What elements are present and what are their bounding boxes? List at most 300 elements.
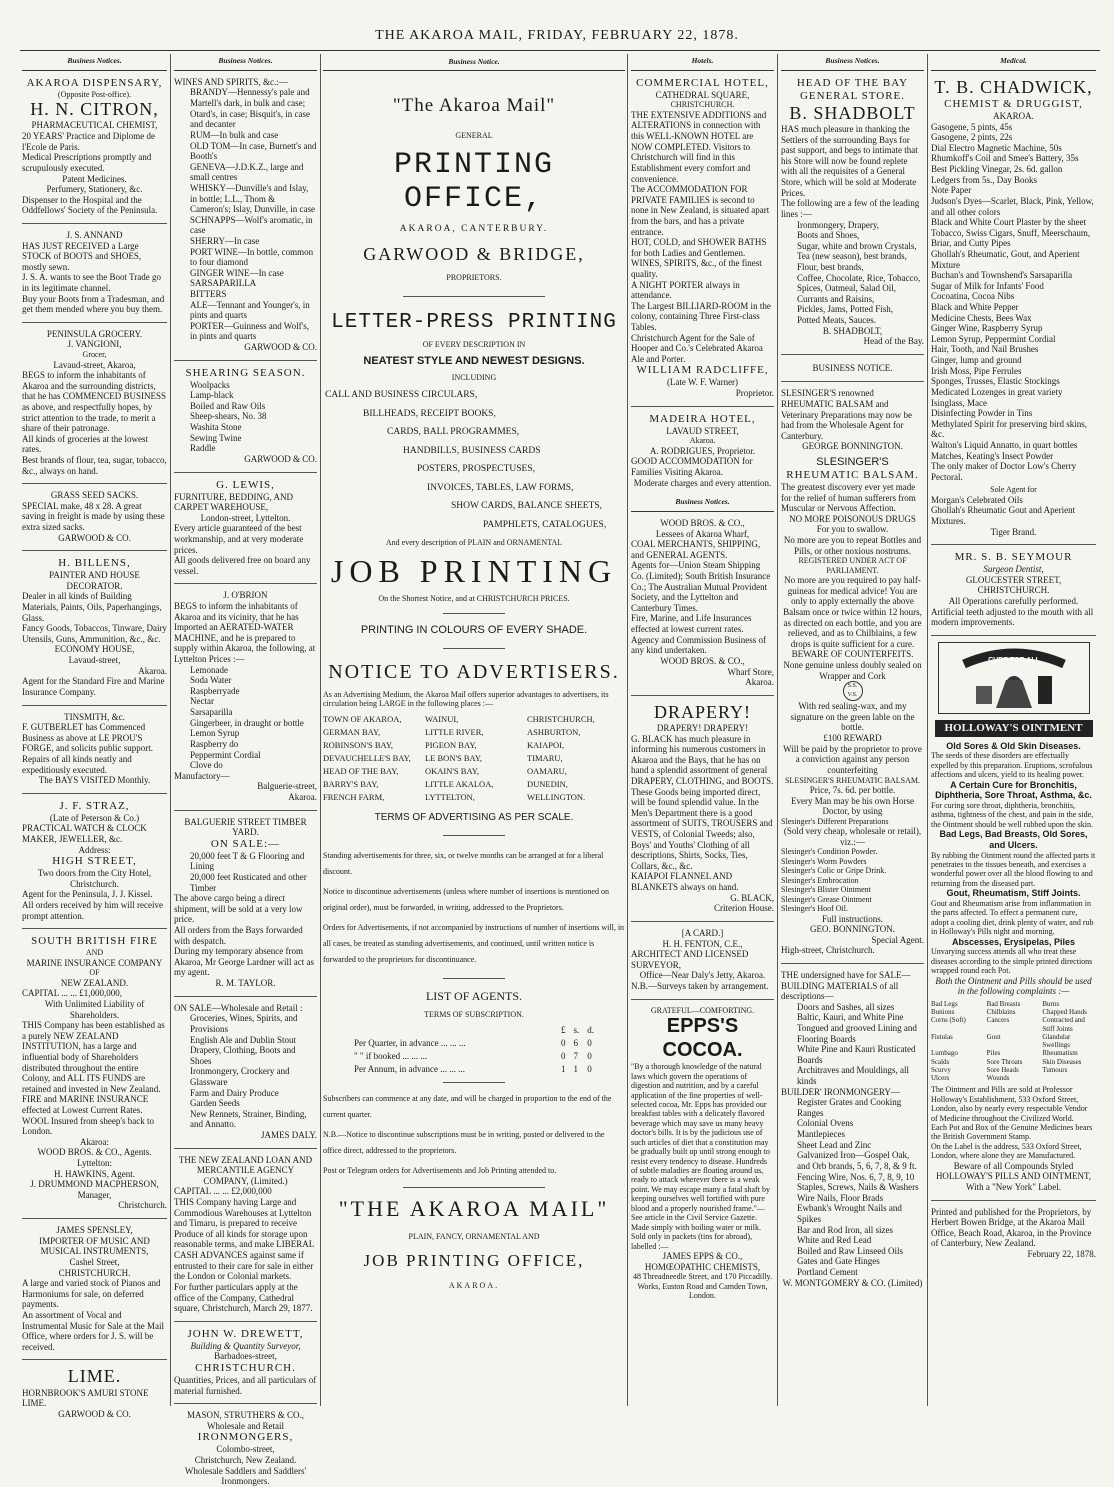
subscription-table: [354, 1025, 594, 1074]
ad-line: CHRISTCHURCH.: [977, 585, 1050, 596]
ad-line: GINGER WINE—In case: [190, 267, 284, 278]
ad-line: Dial Electro Magnetic Machine, 50s: [931, 142, 1062, 153]
ad-line: All kinds of groceries at the lowest rates.: [22, 433, 148, 455]
ad-line: AKAROA DISPENSARY,: [26, 76, 163, 89]
ad-line: Fancy Goods, Tobaccos, Tinware, Dairy Utensils, Guns, Ammunition, &c., &c.: [22, 623, 167, 644]
ad-line: All Operations carefully performed.: [948, 596, 1079, 607]
ad-line: White and Red Lead: [797, 1235, 872, 1246]
table-cell: 0: [587, 1038, 592, 1049]
list-item: Sore Throats: [986, 1057, 1023, 1066]
straz-ad: [22, 800, 167, 921]
ad-line: Lyttelton:: [77, 1158, 112, 1169]
list-item: Wounds: [986, 1074, 1010, 1083]
separator: [22, 483, 167, 484]
ad-line: Agency and Commission Business of any kind undertaken.: [631, 634, 766, 656]
ad-line: Office—Near Daly's Jetty, Akaroa.: [639, 970, 766, 981]
ad-line: THIS Company having Large and Commodious Warehouses at Lyttelton and Timaru, is prepared to receive Produce of all kinds for storage upon reasonable terms, and make LIBERAL CASH ADVANCES against same if entrusted to their care for sale in either the London or Colonial markets.: [174, 1197, 314, 1282]
ad-line: Baltic, Kauri, and White Pine: [797, 1012, 904, 1023]
list-item: CARDS, BALL PROGRAMMES,: [387, 427, 520, 438]
ad-line: J. S. A. wants to see the Boot Trade go in its legitimate channel.: [22, 272, 162, 294]
ad-title: T. B. CHADWICK,: [934, 76, 1093, 97]
separator: [631, 695, 774, 696]
place: FRENCH FARM,: [323, 792, 385, 803]
ad-line: Proprietor.: [735, 388, 774, 399]
separator: [22, 928, 167, 929]
ad-line: An assortment of Vocal and Instrumental Music for Sale at the Mail Office, where orders for J. S. will be received.: [22, 1309, 164, 1352]
ad-line: Farm and Dairy Produce: [190, 1087, 279, 1098]
ad-line: For further particulars apply at the office of the Company, Cathedral square, Christchurch, March 29, 1877.: [174, 1281, 313, 1314]
ad-line: Medical Prescriptions promptly and scrupulously executed.: [22, 152, 152, 173]
column-heading: Hotels.: [631, 54, 774, 71]
ad-line: Wholesale and Retail: [207, 1420, 284, 1431]
ad-line: Boiled and Raw Oils: [190, 400, 266, 411]
table-cell: 0: [587, 1064, 592, 1075]
ad-line: Christchurch Agent for the Sale of Hooper and Co.'s Celebrated Akaroa Ale and Porter.: [631, 332, 763, 364]
ad-line: N.B.—Surveys taken by arrangement.: [631, 980, 769, 991]
ad-line: PRINTING IN COLOURS OF EVERY SHADE.: [360, 624, 588, 637]
place: LE BON'S BAY,: [425, 753, 483, 764]
ad-signature: JAMES DALY.: [261, 1129, 317, 1140]
ad-line: Barbadoes-street,: [214, 1351, 277, 1362]
ad-line: WILLIAM RADCLIFFE,: [636, 364, 769, 377]
ad-title: MASON, STRUTHERS & CO.,: [186, 1410, 305, 1421]
list-item: Contracted and Stiff Joints: [1042, 1016, 1085, 1033]
table-cell: [354, 1025, 553, 1035]
ad-line: GLOUCESTER STREET,: [965, 574, 1062, 585]
ad-line: Christchurch, New Zealand.: [194, 1454, 297, 1465]
ad-line: Soda Water: [190, 675, 232, 686]
list-item: Scalds: [931, 1057, 950, 1066]
ad-line: Criterion House.: [714, 903, 774, 914]
ad-line: Sponges, Trusses, Elastic Stockings: [931, 376, 1060, 387]
ad-line: PORT WINE—In bottle, common to four diamond: [190, 246, 314, 268]
ad-line: Notice to discontinue advertisements (unless where number of insertions is mentioned on original order), must be forwarded, in writing, addressed to the Proprietors.: [323, 887, 609, 913]
ad-line: AKAROA.: [448, 1281, 500, 1291]
ad-line: Grocer,: [82, 350, 107, 360]
ad-line: Architraves and Mouldings, all kinds: [797, 1065, 909, 1087]
ad-title: SOUTH BRITISH FIRE: [31, 935, 158, 948]
ad-line: WINES, SPIRITS, &c., of the finest quality.: [631, 258, 762, 279]
madeira-hotel-ad: [631, 413, 774, 488]
place: WAINUI,: [425, 714, 459, 725]
ad-title: H. H. FENTON, C.E.,: [662, 938, 743, 949]
ad-line: THIS Company has been established as a purely NEW ZEALAND INSTITUTION, has a large and influential body of Shareholders distributed throughout the entire Colony, and ALL ITS FUNDS are retained and invested in New Zealand.: [22, 1020, 165, 1094]
ad-line: Groceries, Wines, Spirits, and Provisions: [190, 1013, 298, 1034]
ad-line: Bad Legs, Bad Breasts, Old Sores, and Ulcers.: [939, 829, 1088, 850]
ad-line: Akaroa.: [288, 791, 317, 802]
ad-line: Abscesses, Erysipelas, Piles: [951, 936, 1076, 947]
ad-line: The seeds of these disorders are effectually expelled by this preparation. Eruptions, scrofulous affections and ulcers, yield to its healing power.: [931, 751, 1093, 780]
ad-title: COMMERCIAL HOTEL,: [636, 76, 769, 89]
ad-line: BRANDY—Hennessy's pale and Martell's dark, in bulk and case; Otard's, in case; Bisquit's, in case and decanter: [190, 87, 310, 130]
ad-title: ON SALE—Wholesale and Retail :: [174, 1002, 303, 1013]
ad-line: London-street, Lyttelton.: [200, 512, 291, 523]
list-item: INVOICES, TABLES, LAW FORMS,: [427, 482, 574, 493]
place: KAIAPOI,: [527, 740, 565, 751]
ad-line: Bar and Rod Iron, all sizes: [797, 1224, 893, 1235]
ad-line: CAPITAL ... ... £2,000,000: [174, 1186, 272, 1197]
ad-line: None genuine unless doubly sealed on Wrapper and Cork: [783, 660, 922, 681]
ad-line: Gasogene, 5 pints, 45s: [931, 121, 1013, 132]
holloway-emblem-icon: [944, 646, 1084, 710]
ad-line: PLAIN, FANCY, ORNAMENTAL AND: [408, 1232, 540, 1242]
list-item: CALL AND BUSINESS CIRCULARS,: [325, 390, 478, 400]
ad-line: GRATEFUL—COMFORTING.: [650, 1005, 755, 1015]
ad-line: HAS much pleasure in thanking the Settlers of the surrounding Bays for past support, and begs to intimate that his Store will now be found replete with all the requisites of a General Store, which will be sold at Moderate Prices.: [781, 124, 918, 198]
ad-line: Moderate charges and every attention.: [633, 477, 772, 488]
ad-line: Subscribers can commence at any date, and will be charged in proportion to the end of the current quarter.: [323, 1094, 612, 1120]
ad-line: TERMS OF ADVERTISING AS PER SCALE.: [374, 812, 574, 824]
column-3: [323, 54, 625, 1290]
column-divider: [627, 54, 628, 1406]
ad-title: EPPS'S COCOA.: [662, 1015, 743, 1061]
separator: [931, 635, 1096, 636]
ad-line: Sheet Lead and Zinc: [797, 1139, 872, 1150]
list-item: Gout: [986, 1032, 1001, 1041]
ad-line: Buchan's and Townshend's Sarsaparilla: [931, 270, 1073, 281]
ad-line: CATHEDRAL SQUARE,: [655, 89, 750, 100]
ad-title: J. S. ANNAND: [66, 229, 123, 240]
list-item: Chilblains: [986, 1008, 1016, 1017]
ad-line: IMPORTER OF MUSIC AND MUSICAL INSTRUMENTS,: [39, 1235, 150, 1257]
ad-line: BUILDING MATERIALS of all descriptions—: [781, 980, 899, 1002]
ad-line: Lemon Syrup: [190, 728, 240, 739]
ad-line: Staples, Screws, Nails & Washers: [797, 1182, 919, 1193]
ad-line: Raspberry do: [190, 738, 239, 749]
ad-line: AND: [85, 948, 104, 958]
ad-line: Tiger Brand.: [990, 526, 1037, 537]
ad-title: H. BILLENS,: [58, 557, 131, 570]
ad-line: The following are a few of the leading lines :—: [781, 198, 920, 219]
ad-line: WOOD BROS. & CO., Agents.: [37, 1147, 152, 1158]
ad-line: Ironmongery, Crockery and Glassware: [190, 1066, 290, 1087]
wood-bros-ad: [631, 518, 774, 688]
column-divider: [170, 54, 171, 1406]
ad-line: GARWOOD & CO.: [58, 532, 131, 543]
column-4: [631, 54, 774, 1404]
ad-line: Ghollah's Rheumatic Gout and Aperient Mixtures.: [931, 505, 1076, 527]
ad-line: Akaroa.: [745, 677, 774, 688]
footer-title: "THE AKAROA MAIL": [338, 1196, 610, 1222]
ad-line: Boots and Shoes,: [797, 230, 860, 241]
paper-title: "The Akaroa Mail": [392, 95, 556, 116]
ad-line: BEGS to inform the inhabitants of Akaroa and the surrounding districts, that he has COMMENCED BUSINESS as above, and respectfully hopes, by strict attention to the trade, to merit a share of their patronage.: [22, 370, 167, 434]
ad-line: SCHNAPPS—Wolf's aromatic, in case: [190, 214, 313, 236]
obrion-ad: [174, 590, 317, 802]
separator: [174, 810, 317, 811]
ad-line: All goods delivered free on board any vessel.: [174, 555, 311, 576]
column-6: [931, 54, 1096, 1404]
ad-line: Lamp-black: [190, 390, 234, 401]
ad-line: Artificial teeth adjusted to the mouth with all modern improvements.: [931, 606, 1094, 628]
ad-title: JAMES SPENSLEY,: [56, 1225, 133, 1236]
ad-line: Old Sores & Old Skin Diseases.: [946, 740, 1081, 751]
ad-title: LIME.: [67, 1366, 122, 1387]
ad-line: F. GUTBERLET has Commenced Business as above at LE PROU'S FORGE, and solicits public support.: [22, 722, 153, 754]
ad-line: Disinfecting Powder in Tins: [931, 408, 1033, 419]
spensley-ad: [22, 1225, 167, 1352]
grocery-ad: [22, 329, 167, 476]
ad-line: On the Shortest Notice, and at CHRISTCHURCH PRICES.: [378, 594, 570, 604]
ad-line: Agent for the Peninsula, J. J. Kissel.: [22, 889, 153, 900]
ad-line: Washita Stone: [190, 422, 242, 433]
dispensary-ad: [22, 77, 167, 216]
list-item: Ulcers: [931, 1074, 950, 1083]
ad-line: HORNBROOK'S AMURI STONE LIME.: [22, 1387, 149, 1409]
ad-line: Woolpacks: [190, 379, 230, 390]
column-heading: Business Notices.: [22, 54, 167, 71]
ad-line: The Ointment and Pills are sold at Professor Holloway's Establishment, 533 Oxford Street, London, also by nearly every respectable Vendor of Medicine throughout the Civilized World.: [931, 1085, 1088, 1123]
ad-line: HOT, COLD, and SHOWER BATHS for both Ladies and Gentlemen.: [631, 237, 767, 258]
ad-line: No more are you required to pay half-guineas for medical advice! You are only to apply externally the above Balsam once or twice within 12 hours, as directed on each bottle, and you are relieved, and as to Chilblains, a few drops is quite sufficient for a cure.: [783, 575, 922, 649]
column-divider: [320, 54, 321, 1406]
list-item: Sore Heads: [986, 1065, 1019, 1074]
separator: [631, 921, 774, 922]
ad-signature: GARWOOD & CO.: [244, 342, 317, 353]
ad-line: Clove do: [190, 760, 223, 771]
ad-line: £100 REWARD: [823, 733, 882, 744]
printing-items: [323, 386, 625, 534]
ad-line: HOMŒOPATHIC CHEMISTS,: [644, 1261, 761, 1272]
column-heading: Business Notices.: [781, 54, 924, 71]
ad-line: Surgeon Dentist,: [983, 564, 1044, 575]
ad-signature: GARWOOD & CO.: [244, 453, 317, 464]
ad-line: Manufactory—: [174, 770, 230, 781]
ad-line: Currants and Raisins,: [797, 293, 875, 304]
ad-line: Wire Nails, Floor Brads: [797, 1192, 884, 1203]
ad-line: Akaroa.: [138, 665, 167, 676]
table-cell: 7: [573, 1051, 578, 1062]
separator: [631, 406, 774, 407]
ad-line: Wharf Store,: [727, 666, 774, 677]
ad-line: FIRE and MARINE INSURANCE effected at Lowest Current Rates. WOOL Insured from sheep's back to London.: [22, 1094, 154, 1137]
ad-line: Manager,: [77, 1189, 112, 1200]
ad-line: NEATEST STYLE AND NEWEST DESIGNS.: [363, 355, 585, 367]
place: LYTTELTON,: [425, 792, 475, 803]
ad-line: Cashel Street,: [69, 1256, 120, 1267]
separator: [22, 322, 167, 323]
ad-line: Lemon Syrup, Peppermint Cordial: [931, 333, 1056, 344]
place: OKAIN'S BAY,: [425, 766, 479, 777]
separator: [174, 583, 317, 584]
ad-line: Sarsaparilla: [190, 707, 233, 718]
tinsmith-ad: [22, 712, 167, 786]
separator: [174, 996, 317, 997]
ad-line: With red sealing-wax, and my signature on the green lable on the bottle.: [790, 701, 915, 733]
separator: [781, 354, 924, 355]
place: TIMARU,: [527, 753, 563, 764]
ad-line: The Largest BILLIARD-ROOM in the colony, containing Three First-class Tables.: [631, 300, 771, 333]
ad-line: On the Label is the address, 533 Oxford Street, London, where alone they are Manufactured.: [931, 1141, 1082, 1161]
seal-icon: S.S. V.S.: [843, 681, 863, 701]
table-cell: 0: [587, 1051, 592, 1062]
job-printing-title: JOB PRINTING: [330, 553, 618, 590]
ad-title: PENINSULA GROCERY.: [46, 328, 143, 339]
list-item: Bad Breasts: [986, 999, 1021, 1008]
ad-line: ECONOMY HOUSE,: [54, 644, 135, 655]
ad-line: SARSAPARILLA: [190, 278, 257, 289]
ad-line: N.B.—Notice to discontinue subscriptions must be in writing, posted or delivered to the office direct, addressed to the proprietors.: [323, 1130, 605, 1156]
separator: [443, 648, 505, 649]
list-item: Glandular Swellings: [1042, 1032, 1071, 1050]
ad-line: Sheep-shears, No. 38: [190, 411, 267, 422]
column-5: [781, 54, 924, 1404]
ad-line: Sewing Twine: [190, 432, 242, 443]
ad-line: No more are you to repeat Bottles and Pills, or other noxious nostrums.: [783, 535, 922, 556]
fenton-ad: [631, 928, 774, 992]
ad-line: SLESINGER'S RHEUMATIC BALSAM.: [784, 775, 920, 785]
masthead: THE AKAROA MAIL, FRIDAY, FEBRUARY 22, 1878.: [375, 28, 739, 43]
separator: [931, 544, 1096, 545]
ad-line: Balguerie-street,: [257, 781, 317, 792]
shadbolt-ad: [781, 77, 924, 347]
wines-ad: [174, 77, 317, 353]
ad-line: Gates and Gate Hinges: [797, 1256, 880, 1267]
ad-line: Slesinger's Condition Powder.: [781, 847, 878, 857]
ad-line: Cocoatina, Cocoa Nibs: [931, 291, 1015, 302]
table-header: £: [560, 1025, 566, 1036]
ad-line: OLD TOM—In case, Burnett's and Booth's: [190, 140, 317, 162]
ad-line: Best Pickling Vinegar, 2s. 6d. gallon: [931, 164, 1063, 175]
ad-line: Akaroa.: [689, 436, 716, 446]
ad-line: Quantities, Prices, and all particulars of material furnished.: [174, 1374, 317, 1396]
ad-line: All orders received by him will receive prompt attention.: [22, 900, 163, 921]
footer-job: JOB PRINTING OFFICE,: [363, 1251, 585, 1271]
ad-line: [A CARD.]: [681, 927, 724, 938]
ad-line: Unvarying success attends all who treat these diseases according to the simple printed directions wrapped round each Pot.: [931, 947, 1093, 976]
ad-line: Mantlepieces: [797, 1129, 845, 1140]
holloway-ad: [931, 642, 1096, 1193]
ad-line: PRACTICAL WATCH & CLOCK MAKER, JEWELLER, &c.: [22, 823, 147, 844]
list-item: Bad Legs: [931, 999, 958, 1008]
ad-line: For you to swallow.: [816, 524, 889, 535]
ad-line: Medicated Lozenges in great variety: [931, 386, 1063, 397]
ad-title: H. N. CITRON,: [30, 99, 159, 120]
ad-line: Portland Cement: [797, 1267, 858, 1277]
ad-line: Coffee, Chocolate, Rice, Tobacco,: [797, 272, 921, 283]
ad-line: CAPITAL ... ... £1,000,000,: [22, 988, 122, 999]
imprint-text: Printed and published for the Proprietors, by Herbert Bowen Bridge, at the Akaroa Mail Office, Beach Road, Akaroa, in the Province of Canterbury, New Zealand.: [931, 1206, 1092, 1249]
ad-line: The only maker of Doctor Low's Cherry Pectoral.: [931, 461, 1077, 482]
ad-line: CHEMIST & DRUGGIST,: [944, 98, 1083, 111]
ad-line: Slesinger's Blister Ointment: [781, 885, 871, 895]
ad-line: Both the Ointment and Pills should be used in the following complaints :—: [935, 975, 1092, 997]
ad-line: Ironmongery, Drapery,: [797, 219, 880, 230]
ad-signature: W. MONTGOMERY & CO. (Limited): [782, 1277, 923, 1288]
separator: [443, 978, 505, 979]
ad-line: SPECIAL make, 48 x 28. A great saving in freight is made by using these extra sized sacks.: [22, 500, 165, 533]
ad-line: English Ale and Dublin Stout: [190, 1034, 297, 1045]
loan-ad: [174, 1155, 317, 1314]
ad-line: For curing sore throat, diphtheria, bronchitis, asthma, tightness of the chest, and pain in the side, the Ointment should be well rubbed upon the skin.: [931, 800, 1094, 829]
ad-line: Drapery, Clothing, Boots and Shoes: [190, 1045, 296, 1066]
ad-line: Gout and Rheumatism arise from inflammation in the parts affected. To effect a permanent cure, adopt a cooling diet, drink plenty of water, and rub in Holloway's Pills night and morning.: [931, 898, 1094, 937]
ad-title: J. O'BRION: [223, 590, 268, 601]
ad-line: With Unlimited Liability of Shareholders.: [44, 998, 145, 1020]
ad-line: The BAYS VISITED Monthly.: [38, 775, 151, 786]
ad-line: Patent Medicines.: [62, 173, 127, 184]
ad-line: J. DRUMMOND MACPHERSON,: [30, 1179, 159, 1190]
ad-line: SLESINGER'S renowned RHEUMATIC BALSAM and Veterinary Preparations may now be had from the Wholesale Agent for Canterbury.: [781, 388, 912, 441]
list-item: SHOW CARDS, BALANCE SHEETS,: [451, 501, 603, 512]
list-item: Lumbago: [931, 1049, 958, 1058]
ad-line: All orders from the Bays forwarded with despatch.: [174, 925, 303, 946]
ad-line: GEO. BONNINGTON.: [809, 924, 896, 935]
ad-line: BITTERS: [190, 289, 227, 300]
separator: [403, 1187, 545, 1188]
billens-ad: [22, 557, 167, 697]
column-heading: Business Notices.: [174, 54, 317, 71]
ad-line: GOOD ACCOMMODATION for Families Visiting Akaroa.: [631, 456, 753, 477]
ad-line: IRONMONGERS,: [197, 1431, 294, 1444]
ad-line: Tea (new season), best brands,: [797, 251, 907, 262]
ad-line: Head of the Bay.: [863, 336, 924, 347]
place: ROBINSON'S BAY,: [323, 740, 394, 751]
ad-line: Gingerbeer, in draught or bottle: [190, 717, 304, 728]
place: GERMAN BAY,: [323, 727, 381, 738]
ad-line: Spices, Oatmeal, Salad Oil,: [797, 283, 896, 294]
table-cell: 6: [573, 1038, 578, 1049]
ad-line: LAVAUD STREET,: [666, 425, 739, 436]
shearing-ad: [174, 367, 317, 465]
ad-line: Colonial Ovens: [797, 1118, 854, 1129]
ad-line: Medicine Chests, Bees Wax: [931, 312, 1032, 323]
separator: [443, 613, 505, 614]
ad-line: NEW ZEALAND.: [60, 977, 129, 988]
ad-line: And every description of PLAIN and ORNAMENTAL: [385, 538, 563, 548]
ad-line: Tongued and grooved Lining and Flooring Boards: [797, 1022, 917, 1044]
drapery-ad: [631, 702, 774, 914]
separator: [781, 963, 924, 964]
place: WELLINGTON.: [527, 792, 586, 803]
separator: [22, 705, 167, 706]
ad-line: Slesinger's Different Preparations: [781, 816, 889, 826]
ad-line: 48 Threadneedle Street, and 170 Piccadilly. Works, Euston Road and Camden Town, London.: [632, 1272, 773, 1301]
separator: [631, 999, 774, 1000]
ad-line: (Sold very cheap, wholesale or retail), viz.:—: [783, 826, 922, 847]
ad-line: Flour, best brands,: [797, 261, 864, 272]
ad-title: WINES AND SPIRITS, &c.:—: [174, 76, 288, 87]
place: CHRISTCHURCH,: [527, 714, 595, 725]
column-1: [22, 54, 167, 1419]
table-cell: Per Quarter, in advance ... ... ...: [354, 1038, 466, 1049]
ad-line: ARCHITECT AND LICENSED SURVEYOR,: [631, 949, 749, 970]
ad-line: FURNITURE, BEDDING, AND CARPET WAREHOUSE,: [174, 491, 293, 513]
separator: [443, 1082, 505, 1083]
ad-line: As an Advertising Medium, the Akaroa Mail offers superior advantages to advertisers, its circulation being LARGE in the following places :—: [323, 690, 609, 709]
ad-line: Ghollah's Rheumatic, Gout, and Aperient Mixture: [931, 248, 1080, 270]
ad-line: Matches, Keating's Insect Powder: [931, 450, 1054, 461]
ad-title: G. LEWIS,: [216, 478, 275, 491]
separator: [931, 1200, 1096, 1201]
table-cell: 1: [560, 1064, 566, 1075]
list-item: BILLHEADS, RECEIPT BOOKS,: [363, 408, 496, 419]
list-item: Bunions: [931, 1008, 955, 1017]
commercial-hotel-ad: [631, 77, 774, 399]
timber-ad: [174, 817, 317, 989]
emblem-banner: CURE FOR ALL: [987, 656, 1040, 664]
ad-title: SLESINGER'S: [816, 456, 889, 469]
ad-line: Raddle: [190, 443, 216, 454]
ad-line: Fire, Marine, and Life Insurances effected at lowest current rates.: [631, 613, 752, 635]
ad-line: B. SHADBOLT,: [822, 325, 883, 336]
proprietors-name: GARWOOD & BRIDGE,: [363, 244, 585, 264]
ad-line: Full instructions.: [821, 913, 883, 924]
ad-line: Orders for Advertisements, if not accompanied by instructions of number of insertions will, in all cases, be treated as standing advertisements, and continued, until written notice is forwarded to the proprietors for discontinuance.: [323, 923, 625, 965]
place: PIGEON BAY,: [425, 740, 477, 751]
separator: [22, 223, 167, 224]
ad-line: SHERRY—In case: [190, 235, 260, 246]
